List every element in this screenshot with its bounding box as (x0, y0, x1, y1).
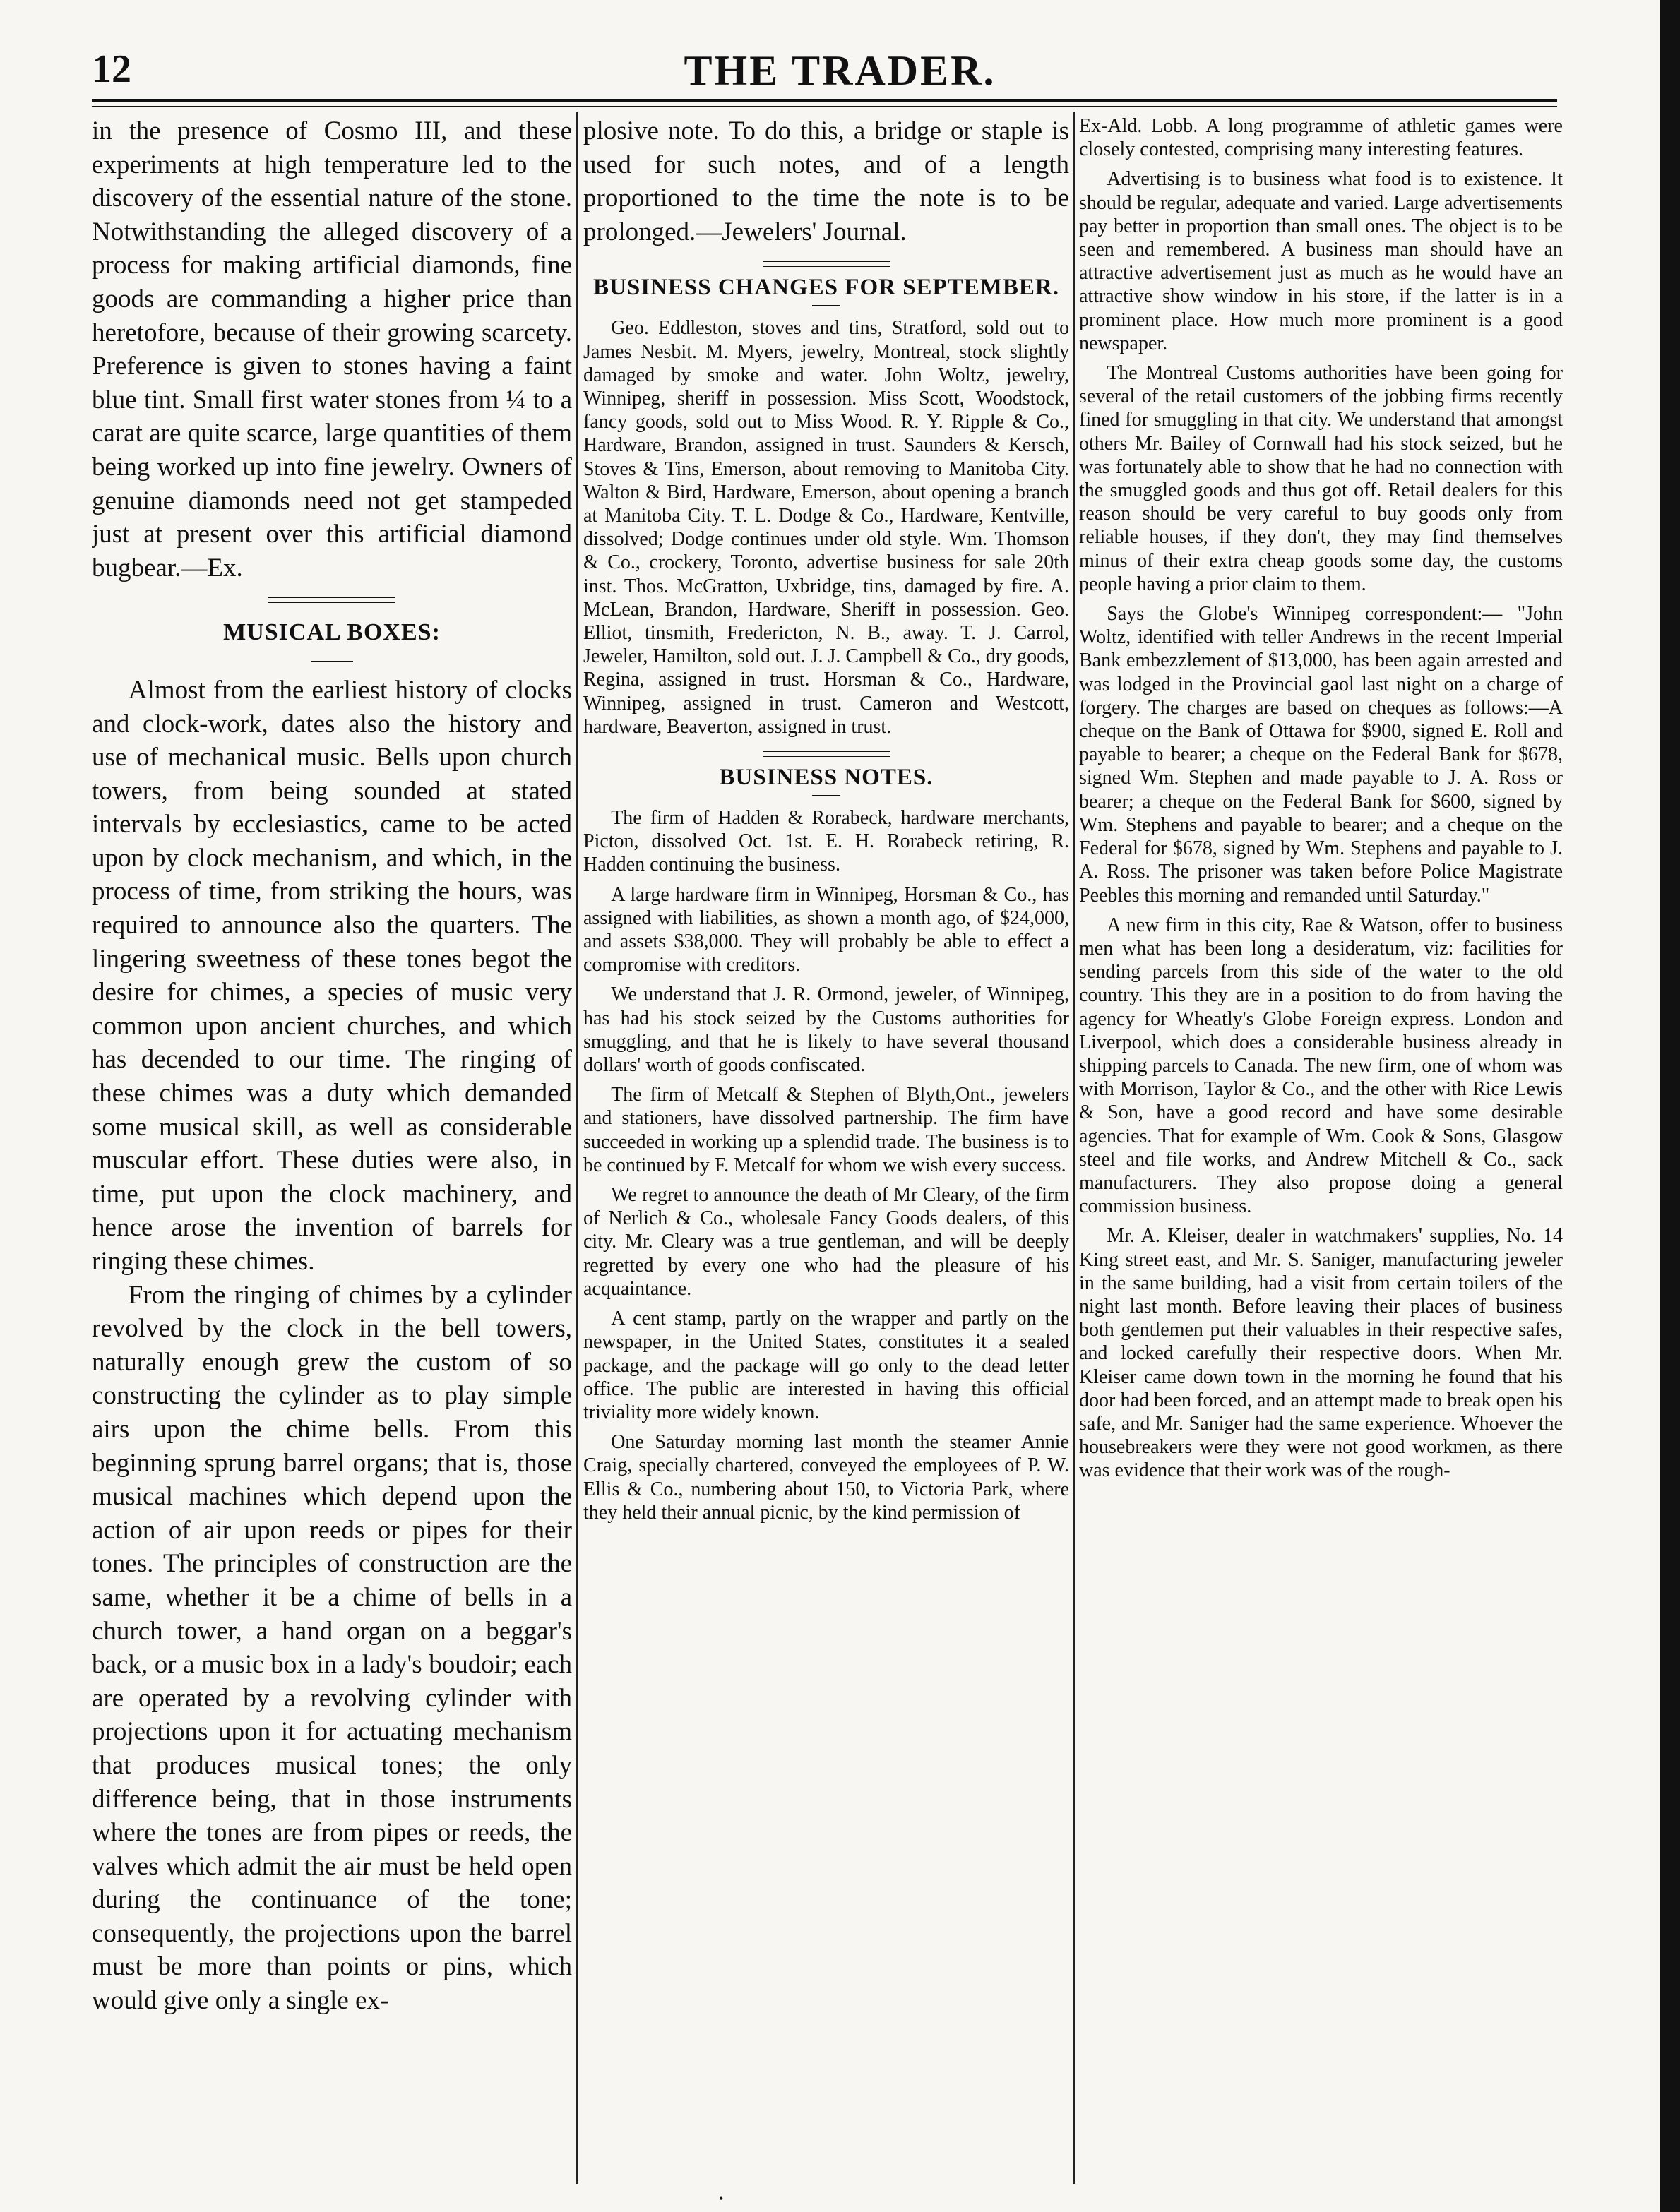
business-note: The firm of Metcalf & Stephen of Blyth,Ont., jewelers and stationers, have dissolved partnership. The firm have succeeded in working up a splendid trade. The business is to be continued by F. Metcalf for whom we wish every success. (583, 1084, 1069, 1176)
column-3 (1079, 114, 1563, 1483)
heading-underline (812, 795, 840, 796)
musical-boxes-continued: plosive note. To do this, a bridge or staple is used for such notes, and of a length proportioned to the time the note is to be prolonged.—Jewelers' Journal. (583, 116, 1069, 246)
section-separator (763, 261, 890, 267)
musical-boxes-para-2: From the ringing of chimes by a cylinder revolved by the clock in the bell towers, naturally enough grew the custom of so constructing the cylinder as to play simple airs upon the chime bells. From this beginning sprung barrel organs; that is, those musical machines which depend upon the action of air upon reeds or pipes for their tones. The principles of construction are the same, whether it be a chime of bells in a church tower, a hand organ on a beggar's back, or a music box in a lady's boudoir; each are operated by a revolving cylinder with projections upon it for actuating mechanism that produces musical tones; the only difference being, that in those instruments where the tones are from pipes or reeds, the valves which admit the air must be held open during the continuance of the tone; consequently, the projections upon the barrel must be more than points or pins, which would give only a single ex- (92, 1280, 572, 2016)
diamond-article-end: in the presence of Cosmo III, and these experiments at high temperature led to the discovery of the essential nature of the stone. Notwithstanding the alleged discovery of a process for making artificial diamonds, fine goods are commanding a higher price than heretofore, because of their growing scarcety. Preference is given to stones having a faint blue tint. Small first water stones from ¼ to a carat are quite scarce, large quantities of them being worked up into fine jewelry. Owners of genuine diamonds need not get stampeded just at present over this artificial diamond bugbear.—Ex. (92, 116, 572, 582)
business-note: A large hardware firm in Winnipeg, Horsman & Co., has assigned with liabilities, as shown a month ago, of $24,000, and assets $38,000. They will probably be able to effect a compromise with creditors. (583, 883, 1069, 976)
heading-underline (812, 305, 840, 306)
business-note: We understand that J. R. Ormond, jeweler, of Winnipeg, has had his stock seized by the Customs authorities for smuggling, and that he is likely to have several thousand dollars' worth of goods confiscated. (583, 984, 1069, 1077)
business-notes-heading: BUSINESS NOTES. (719, 765, 934, 791)
masthead: THE TRADER. (684, 47, 996, 94)
musical-boxes-para-1: Almost from the earliest history of clocks and clock-work, dates also the history and use of mechanical music. Bells upon church towers, from being sounded at stated intervals by ecclesiastics, came to be acted upon by clock mechanism, and which, in the process of time, from striking the hours, was required to announce also the quarters. The lingering sweetness of these tones begot the desire for chimes, a species of music very common upon ancient churches, and which has decended to our time. The ringing of these chimes was a duty which demanded some musical skill, as well as considerable muscular effort. These duties were also, in time, put upon the clock machinery, and hence arose the invention of barrels for ringing these chimes. (92, 675, 572, 1276)
picnic-note-end: Ex-Ald. Lobb. A long programme of athletic games were closely contested, comprising many interesting features. (1079, 115, 1563, 161)
page-edge-bar (1660, 0, 1680, 2212)
column-divider-2 (1073, 112, 1075, 2184)
business-note: A cent stamp, partly on the wrapper and partly on the newspaper, in the United States, constitutes it a sealed package, and the package will go only to the dead letter office. The public are interested in having this official triviality more widely known. (583, 1308, 1069, 1423)
section-separator (268, 597, 395, 603)
business-changes-list: Geo. Eddleston, stoves and tins, Stratford, sold out to James Nesbit. M. Myers, jewelry, Montreal, stock slightly damaged by smoke and water. John Woltz, jewelry, Winnipeg, sheriff in possession. Miss Scott, Woodstock, fancy goods, sold out to Miss Wood. R. Y. Ripple & Co., Hardware, Brandon, assigned in trust. Saunders & Kersch, Stoves & Tins, Emerson, about removing to Manitoba City. Walton & Bird, Hardware, Emerson, about opening a branch at Manitoba City. T. L. Dodge & Co., Hardware, Kentville, dissolved; Dodge continues under old style. Wm. Thomson & Co., crockery, Toronto, advertise business for sale 20th inst. Thos. McGratton, Uxbridge, tins, damaged by fire. A. McLean, Brandon, Hardware, Sheriff in possession. Geo. Elliot, tinsmith, Fredericton, N. B., away. T. J. Carrol, Jeweler, Hamilton, sold out. J. J. Campbell & Co., dry goods, Regina, assigned in trust. Horsman & Co., Hardware, Winnipeg, assigned in trust. Cameron and Westcott, hardware, Beaverton, assigned in trust. (583, 317, 1069, 738)
heading-underline (311, 661, 353, 662)
advertising-note: Advertising is to business what food is to existence. It should be regular, adequate and varied. Large advertisements pay better in proportion than small ones. The object is to be seen and remembered. A business man should have an attractive advertisement just as much as he would have an attractive show window in his store, if the latter is in a prominent place. How much more prominent is a good newspaper. (1079, 168, 1563, 354)
customs-note: The Montreal Customs authorities have been going for several of the retail customers of the jobbing firms recently fined for smuggling in that city. We understand that amongst others Mr. Bailey of Cornwall had his stock seized, but he was fortunately able to show that he had no connection with the smuggled goods and thus got off. Retail dealers for this reason should be very careful to buy goods only from reliable houses, if they don't, they may find themselves minus of their extra cheap goods some day, the customs people having a prior claim to them. (1079, 362, 1563, 595)
header-rule (92, 99, 1557, 102)
column-divider-1 (576, 112, 578, 2184)
new-firm-note: A new firm in this city, Rae & Watson, offer to business men what has been long a desideratum, viz: facilities for sending parcels from this side of the water to the old country. This they are in a position to do from having the agency for Wheatly's Globe Foreign express. London and Liverpool, which does a considerable business already in shipping parcels to Canada. The new firm, one of whom was with Morrison, Taylor & Co., and the other with Rice Lewis & Son, have a good record and have some desirable agencies. That for example of Wm. Cook & Sons, Glasgow steel and file works, and Andrew Mitchell & Co., sack manufacturers. They also propose doing a general commission business. (1079, 914, 1563, 1218)
print-mark: • (719, 2192, 724, 2206)
page-number: 12 (92, 47, 131, 91)
burglary-note: Mr. A. Kleiser, dealer in watchmakers' supplies, No. 14 King street east, and Mr. S. Saniger, manufacturing jeweler in the same building, had a visit from certain toilers of the night last month. Before leaving their places of business both gentlemen put their valuables in their respective safes, and locked carefully their respective doors. When Mr. Kleiser came down town in the morning he found that his door had been forced, and an attempt made to break open his safe, and Mr. Saniger had the same experience. Whoever the housebreakers were they were not good workmen, as there was evidence that their work was of the rough- (1079, 1225, 1563, 1482)
section-separator (763, 751, 890, 757)
column-2 (583, 114, 1069, 1524)
musical-boxes-heading: MUSICAL BOXES: (223, 619, 441, 646)
business-note: One Saturday morning last month the steamer Annie Craig, specially chartered, conveyed the employees of P. W. Ellis & Co., numbering about 150, to Victoria Park, where they held their annual picnic, by the kind permission of (583, 1431, 1069, 1524)
business-note: We regret to announce the death of Mr Cleary, of the firm of Nerlich & Co., wholesale Fancy Goods dealers, of this city. Mr. Cleary was a true gentleman, and will be deeply regretted by every one who had the pleasure of his acquaintance. (583, 1184, 1069, 1300)
winnipeg-correspondent-note: Says the Globe's Winnipeg correspondent:— "John Woltz, identified with teller Andrews in the recent Imperial Bank embezzlement of $13,000, has been again arrested and was lodged in the Provincial gaol last night on a charge of forgery. The charges are based on cheques as follows:—A cheque on the Bank of Ottawa for $900, signed E. Roll and payable to bearer; a cheque on the Federal Bank for $678, signed Wm. Stephen and made payable to J. A. Ross or bearer; a cheque on the Federal Bank for $600, signed by Wm. Stephens and payable to bearer; and a cheque on the Federal for $678, signed by Wm. Stephens and payable to J. A. Ross. The prisoner was taken before Police Magistrate Peebles this morning and remanded until Saturday." (1079, 603, 1563, 907)
business-note: The firm of Hadden & Rorabeck, hardware merchants, Picton, dissolved Oct. 1st. E. H. Rorabeck retiring, R. Hadden continuing the business. (583, 807, 1069, 876)
header-rule-thin (92, 106, 1557, 107)
column-1 (92, 114, 572, 2018)
business-changes-heading: BUSINESS CHANGES FOR SEPTEMBER. (593, 275, 1059, 301)
